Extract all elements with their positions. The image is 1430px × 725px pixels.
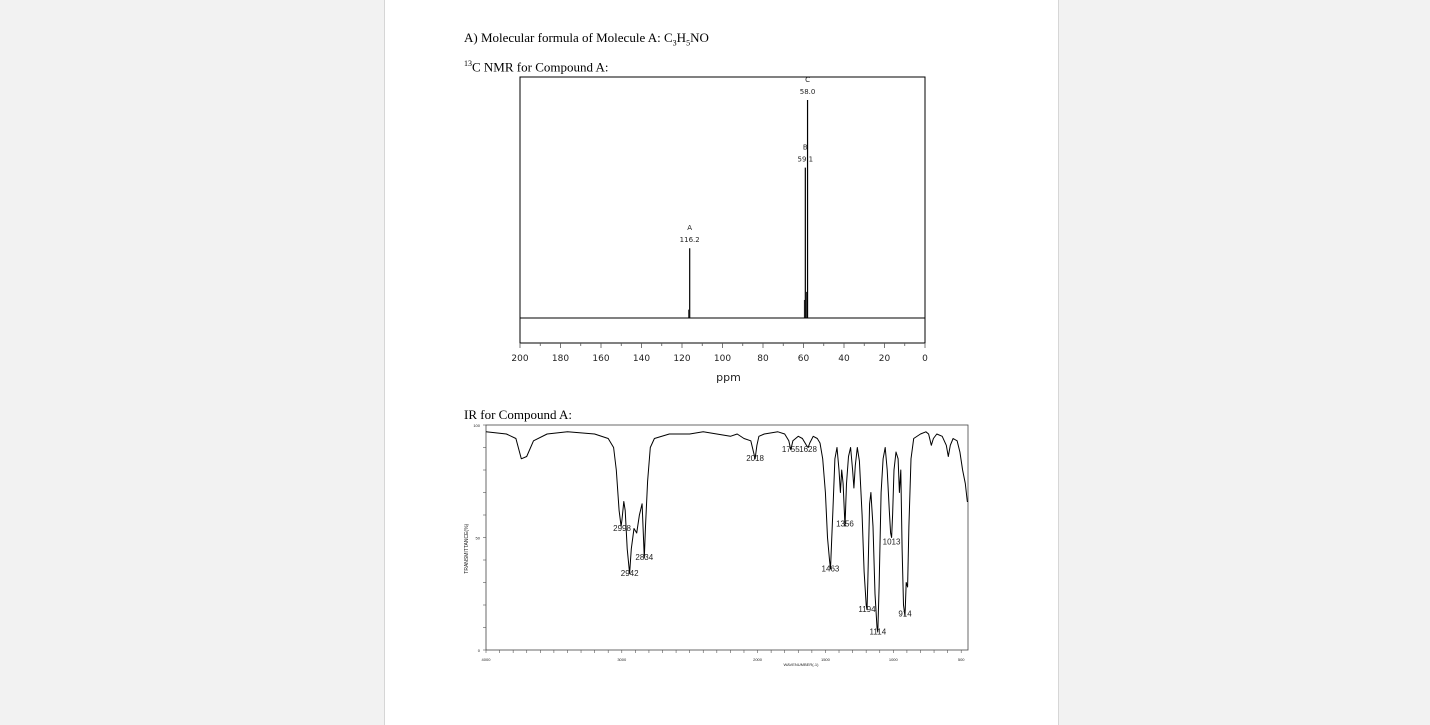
ir-peak-label: 2998 (613, 523, 631, 533)
ir-peak-label: 1194 (858, 604, 876, 614)
nmr-peak-letter: A (687, 224, 693, 233)
formula-subscript-c: 3 (672, 38, 677, 48)
ir-x-tick-label: 2000 (753, 657, 763, 662)
nmr-x-tick-label: 80 (757, 354, 769, 364)
ir-peak-label: 1755 (781, 445, 800, 454)
nmr-x-tick-label: 160 (592, 354, 610, 364)
nmr-frame (520, 77, 925, 343)
nmr-heading-text: C NMR for Compound A: (472, 59, 609, 75)
ir-peak-label: 2942 (620, 568, 639, 578)
ir-peak-label: 1114 (869, 627, 887, 637)
nmr-peak-value: 58.0 (799, 88, 816, 96)
ir-peak-label: 914 (898, 609, 912, 619)
ir-peak-label: 1463 (821, 564, 840, 574)
nmr-peak-value: 59.1 (797, 155, 814, 164)
ir-y-tick-label: 50 (475, 535, 480, 541)
ir-peak-label: 2834 (635, 553, 654, 562)
ir-peak-label: 1013 (882, 537, 901, 547)
nmr-peak-letter: C (805, 76, 810, 84)
nmr-x-tick-label: 180 (551, 354, 570, 364)
ir-peak-label: 1628 (799, 445, 817, 454)
nmr-heading-isotope: 13 (464, 59, 472, 68)
formula-prefix: A) Molecular formula of Molecule A: C (464, 30, 673, 45)
nmr-x-tick-label: 120 (673, 354, 691, 364)
nmr-x-axis-label: ppm (716, 371, 741, 384)
ir-y-axis-label: TRANSMITTANCE(%) (464, 523, 470, 574)
ir-spectrum-line (486, 432, 968, 632)
ir-x-tick-label: 4000 (481, 657, 491, 662)
ir-chart (464, 423, 968, 667)
ir-x-tick-label: 1000 (888, 657, 898, 662)
formula-h: H (676, 30, 687, 45)
ir-peak-label: 2018 (746, 454, 765, 463)
formula-subscript-h: 5 (686, 38, 691, 48)
nmr-x-tick-label: 0 (922, 354, 928, 364)
nmr-chart (511, 76, 928, 384)
nmr-x-tick-label: 200 (511, 354, 529, 364)
ir-heading: IR for Compound A: (464, 407, 572, 422)
nmr-x-tick-label: 100 (713, 354, 732, 364)
nmr-x-tick-label: 20 (878, 354, 891, 364)
formula-suffix: NO (690, 30, 709, 45)
nmr-x-tick-label: 60 (797, 354, 810, 364)
nmr-x-tick-label: 40 (838, 354, 850, 364)
ir-x-tick-label: 3000 (617, 657, 627, 662)
ir-peak-label: 1356 (836, 519, 854, 529)
ir-x-axis-label: WAVENUMBER(-1) (783, 662, 819, 667)
ir-x-tick-label: 500 (957, 657, 965, 662)
ir-x-tick-label: 1500 (820, 657, 830, 662)
ir-y-tick-label: 0 (477, 648, 480, 653)
nmr-x-tick-label: 140 (632, 354, 651, 364)
nmr-peak-value: 116.2 (679, 236, 700, 245)
ir-y-tick-label: 100 (473, 423, 480, 428)
nmr-peak-letter: B (802, 143, 808, 152)
